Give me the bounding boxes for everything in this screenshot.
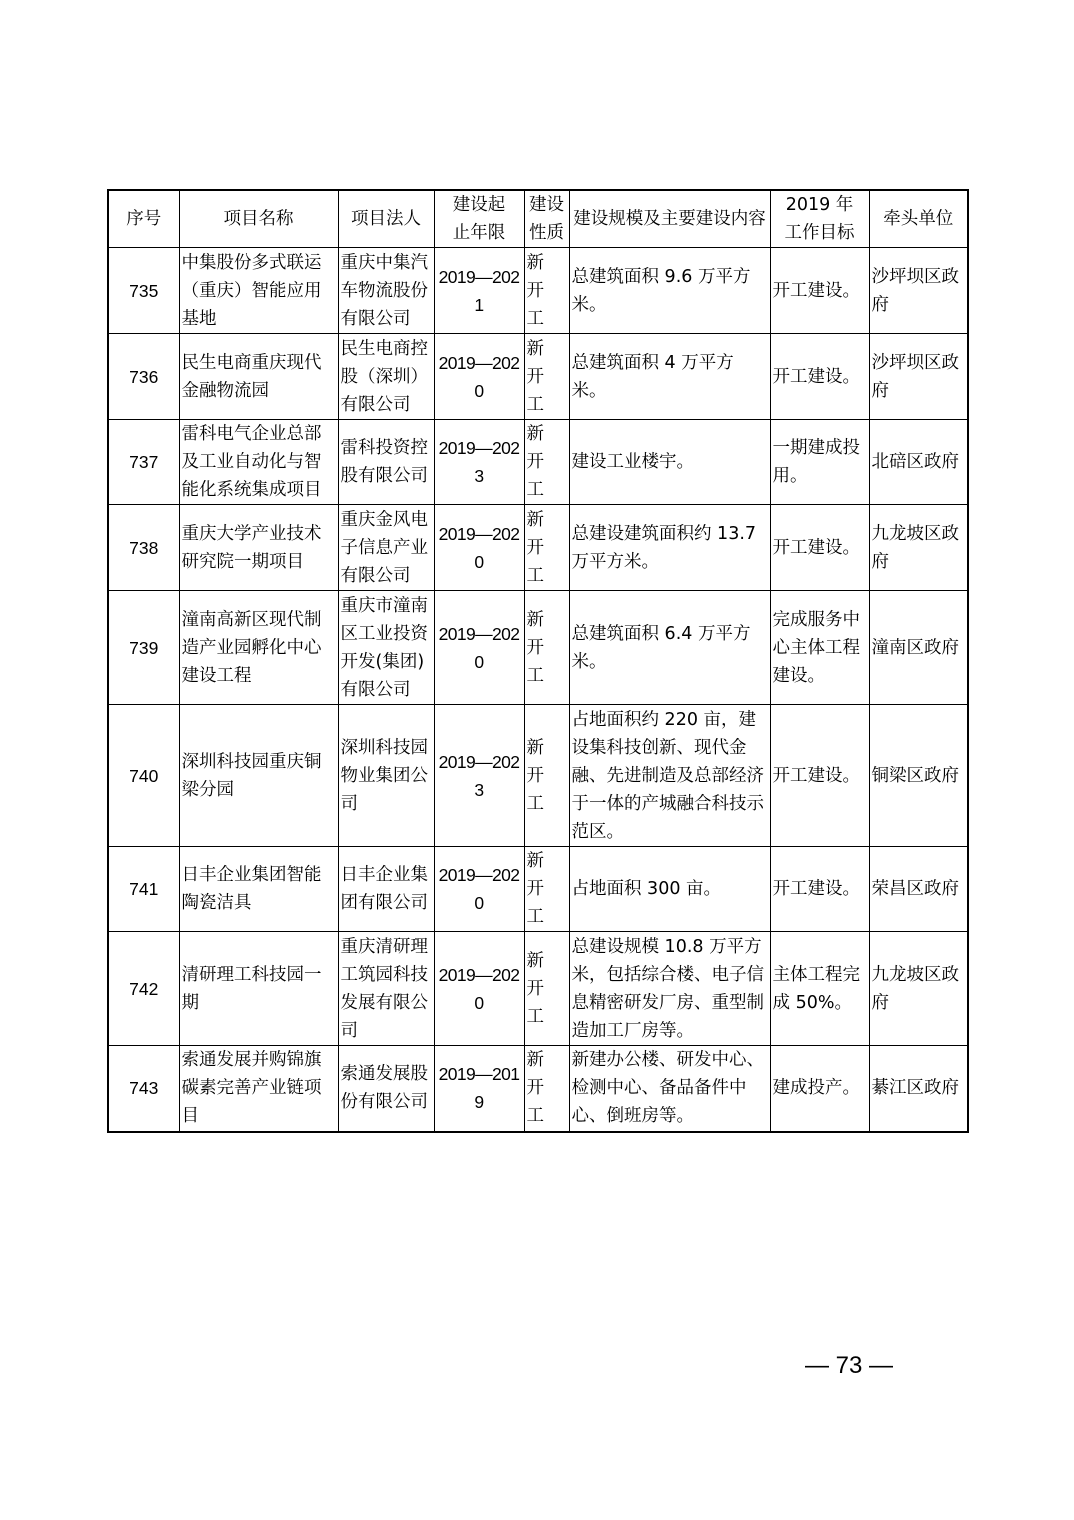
cell-period: 2019—2023 [434,420,524,505]
cell-scope: 占地面积 300 亩。 [569,847,770,932]
cell-scope: 总建设建筑面积约 13.7 万平方米。 [569,505,770,591]
table-row [108,248,968,334]
cell-period: 2019—2020 [434,847,524,932]
cell-target: 开工建设。 [770,705,869,847]
cell-lead: 潼南区政府 [869,591,968,705]
cell-period: 2019—2020 [434,334,524,420]
cell-lead: 沙坪坝区政府 [869,334,968,420]
cell-seq: 741 [108,847,179,932]
cell-target: 开工建设。 [770,847,869,932]
table-row [108,591,968,705]
table-header-row [108,190,968,248]
cell-scope: 新建办公楼、研发中心、检测中心、备品备件中心、倒班房等。 [569,1046,770,1132]
cell-owner: 重庆金风电子信息产业有限公司 [338,505,434,591]
cell-name: 民生电商重庆现代金融物流园 [179,334,338,420]
cell-name: 重庆大学产业技术研究院一期项目 [179,505,338,591]
cell-period: 2019—2021 [434,248,524,334]
cell-name: 潼南高新区现代制造产业园孵化中心建设工程 [179,591,338,705]
cell-lead: 綦江区政府 [869,1046,968,1132]
cell-scope: 总建筑面积 4 万平方米。 [569,334,770,420]
cell-scope: 建设工业楼宇。 [569,420,770,505]
table-row [108,505,968,591]
cell-scope: 总建设规模 10.8 万平方米，包括综合楼、电子信息精密研发厂房、重型制造加工厂房等。 [569,932,770,1046]
cell-seq: 739 [108,591,179,705]
cell-nature: 新开工 [524,420,569,505]
cell-seq: 735 [108,248,179,334]
cell-period: 2019—2019 [434,1046,524,1132]
cell-scope: 占地面积约 220 亩，建设集科技创新、现代金融、先进制造及总部经济于一体的产城融合科技示范区。 [569,705,770,847]
cell-target: 完成服务中心主体工程建设。 [770,591,869,705]
cell-name: 清研理工科技园一期 [179,932,338,1046]
table-row [108,1046,968,1132]
cell-nature: 新开工 [524,705,569,847]
cell-nature: 新开工 [524,248,569,334]
table-row [108,705,968,847]
header-nature: 建设性质 [524,190,569,248]
cell-seq: 736 [108,334,179,420]
cell-target: 一期建成投用。 [770,420,869,505]
header-seq: 序号 [108,190,179,248]
cell-period: 2019—2020 [434,932,524,1046]
header-owner: 项目法人 [338,190,434,248]
header-lead: 牵头单位 [869,190,968,248]
header-name: 项目名称 [179,190,338,248]
cell-name: 深圳科技园重庆铜梁分园 [179,705,338,847]
cell-nature: 新开工 [524,1046,569,1132]
cell-seq: 742 [108,932,179,1046]
table-row [108,847,968,932]
cell-owner: 深圳科技园物业集团公司 [338,705,434,847]
cell-nature: 新开工 [524,932,569,1046]
cell-nature: 新开工 [524,591,569,705]
cell-target: 开工建设。 [770,248,869,334]
header-target: 2019 年工作目标 [770,190,869,248]
project-table [107,189,969,1133]
cell-period: 2019—2020 [434,505,524,591]
table-row [108,420,968,505]
cell-scope: 总建筑面积 6.4 万平方米。 [569,591,770,705]
cell-lead: 铜梁区政府 [869,705,968,847]
cell-lead: 九龙坡区政府 [869,505,968,591]
header-period: 建设起止年限 [434,190,524,248]
cell-owner: 重庆中集汽车物流股份有限公司 [338,248,434,334]
cell-seq: 738 [108,505,179,591]
cell-owner: 重庆市潼南区工业投资开发(集团)有限公司 [338,591,434,705]
cell-nature: 新开工 [524,505,569,591]
page-number: — 73 — [805,1352,894,1379]
header-scope: 建设规模及主要建设内容 [569,190,770,248]
cell-lead: 北碚区政府 [869,420,968,505]
cell-owner: 民生电商控股（深圳）有限公司 [338,334,434,420]
cell-owner: 重庆清研理工筑园科技发展有限公司 [338,932,434,1046]
cell-target: 开工建设。 [770,505,869,591]
cell-lead: 沙坪坝区政府 [869,248,968,334]
cell-nature: 新开工 [524,334,569,420]
cell-scope: 总建筑面积 9.6 万平方米。 [569,248,770,334]
cell-lead: 九龙坡区政府 [869,932,968,1046]
cell-target: 主体工程完成 50%。 [770,932,869,1046]
cell-target: 开工建设。 [770,334,869,420]
cell-owner: 雷科投资控股有限公司 [338,420,434,505]
cell-period: 2019—2020 [434,591,524,705]
cell-owner: 索通发展股份有限公司 [338,1046,434,1132]
cell-name: 索通发展并购锦旗碳素完善产业链项目 [179,1046,338,1132]
cell-name: 中集股份多式联运（重庆）智能应用基地 [179,248,338,334]
cell-seq: 737 [108,420,179,505]
cell-period: 2019—2023 [434,705,524,847]
cell-name: 雷科电气企业总部及工业自动化与智能化系统集成项目 [179,420,338,505]
cell-seq: 743 [108,1046,179,1132]
cell-lead: 荣昌区政府 [869,847,968,932]
cell-target: 建成投产。 [770,1046,869,1132]
cell-name: 日丰企业集团智能陶瓷洁具 [179,847,338,932]
cell-owner: 日丰企业集团有限公司 [338,847,434,932]
table-row [108,932,968,1046]
table-row [108,334,968,420]
cell-seq: 740 [108,705,179,847]
cell-nature: 新开工 [524,847,569,932]
